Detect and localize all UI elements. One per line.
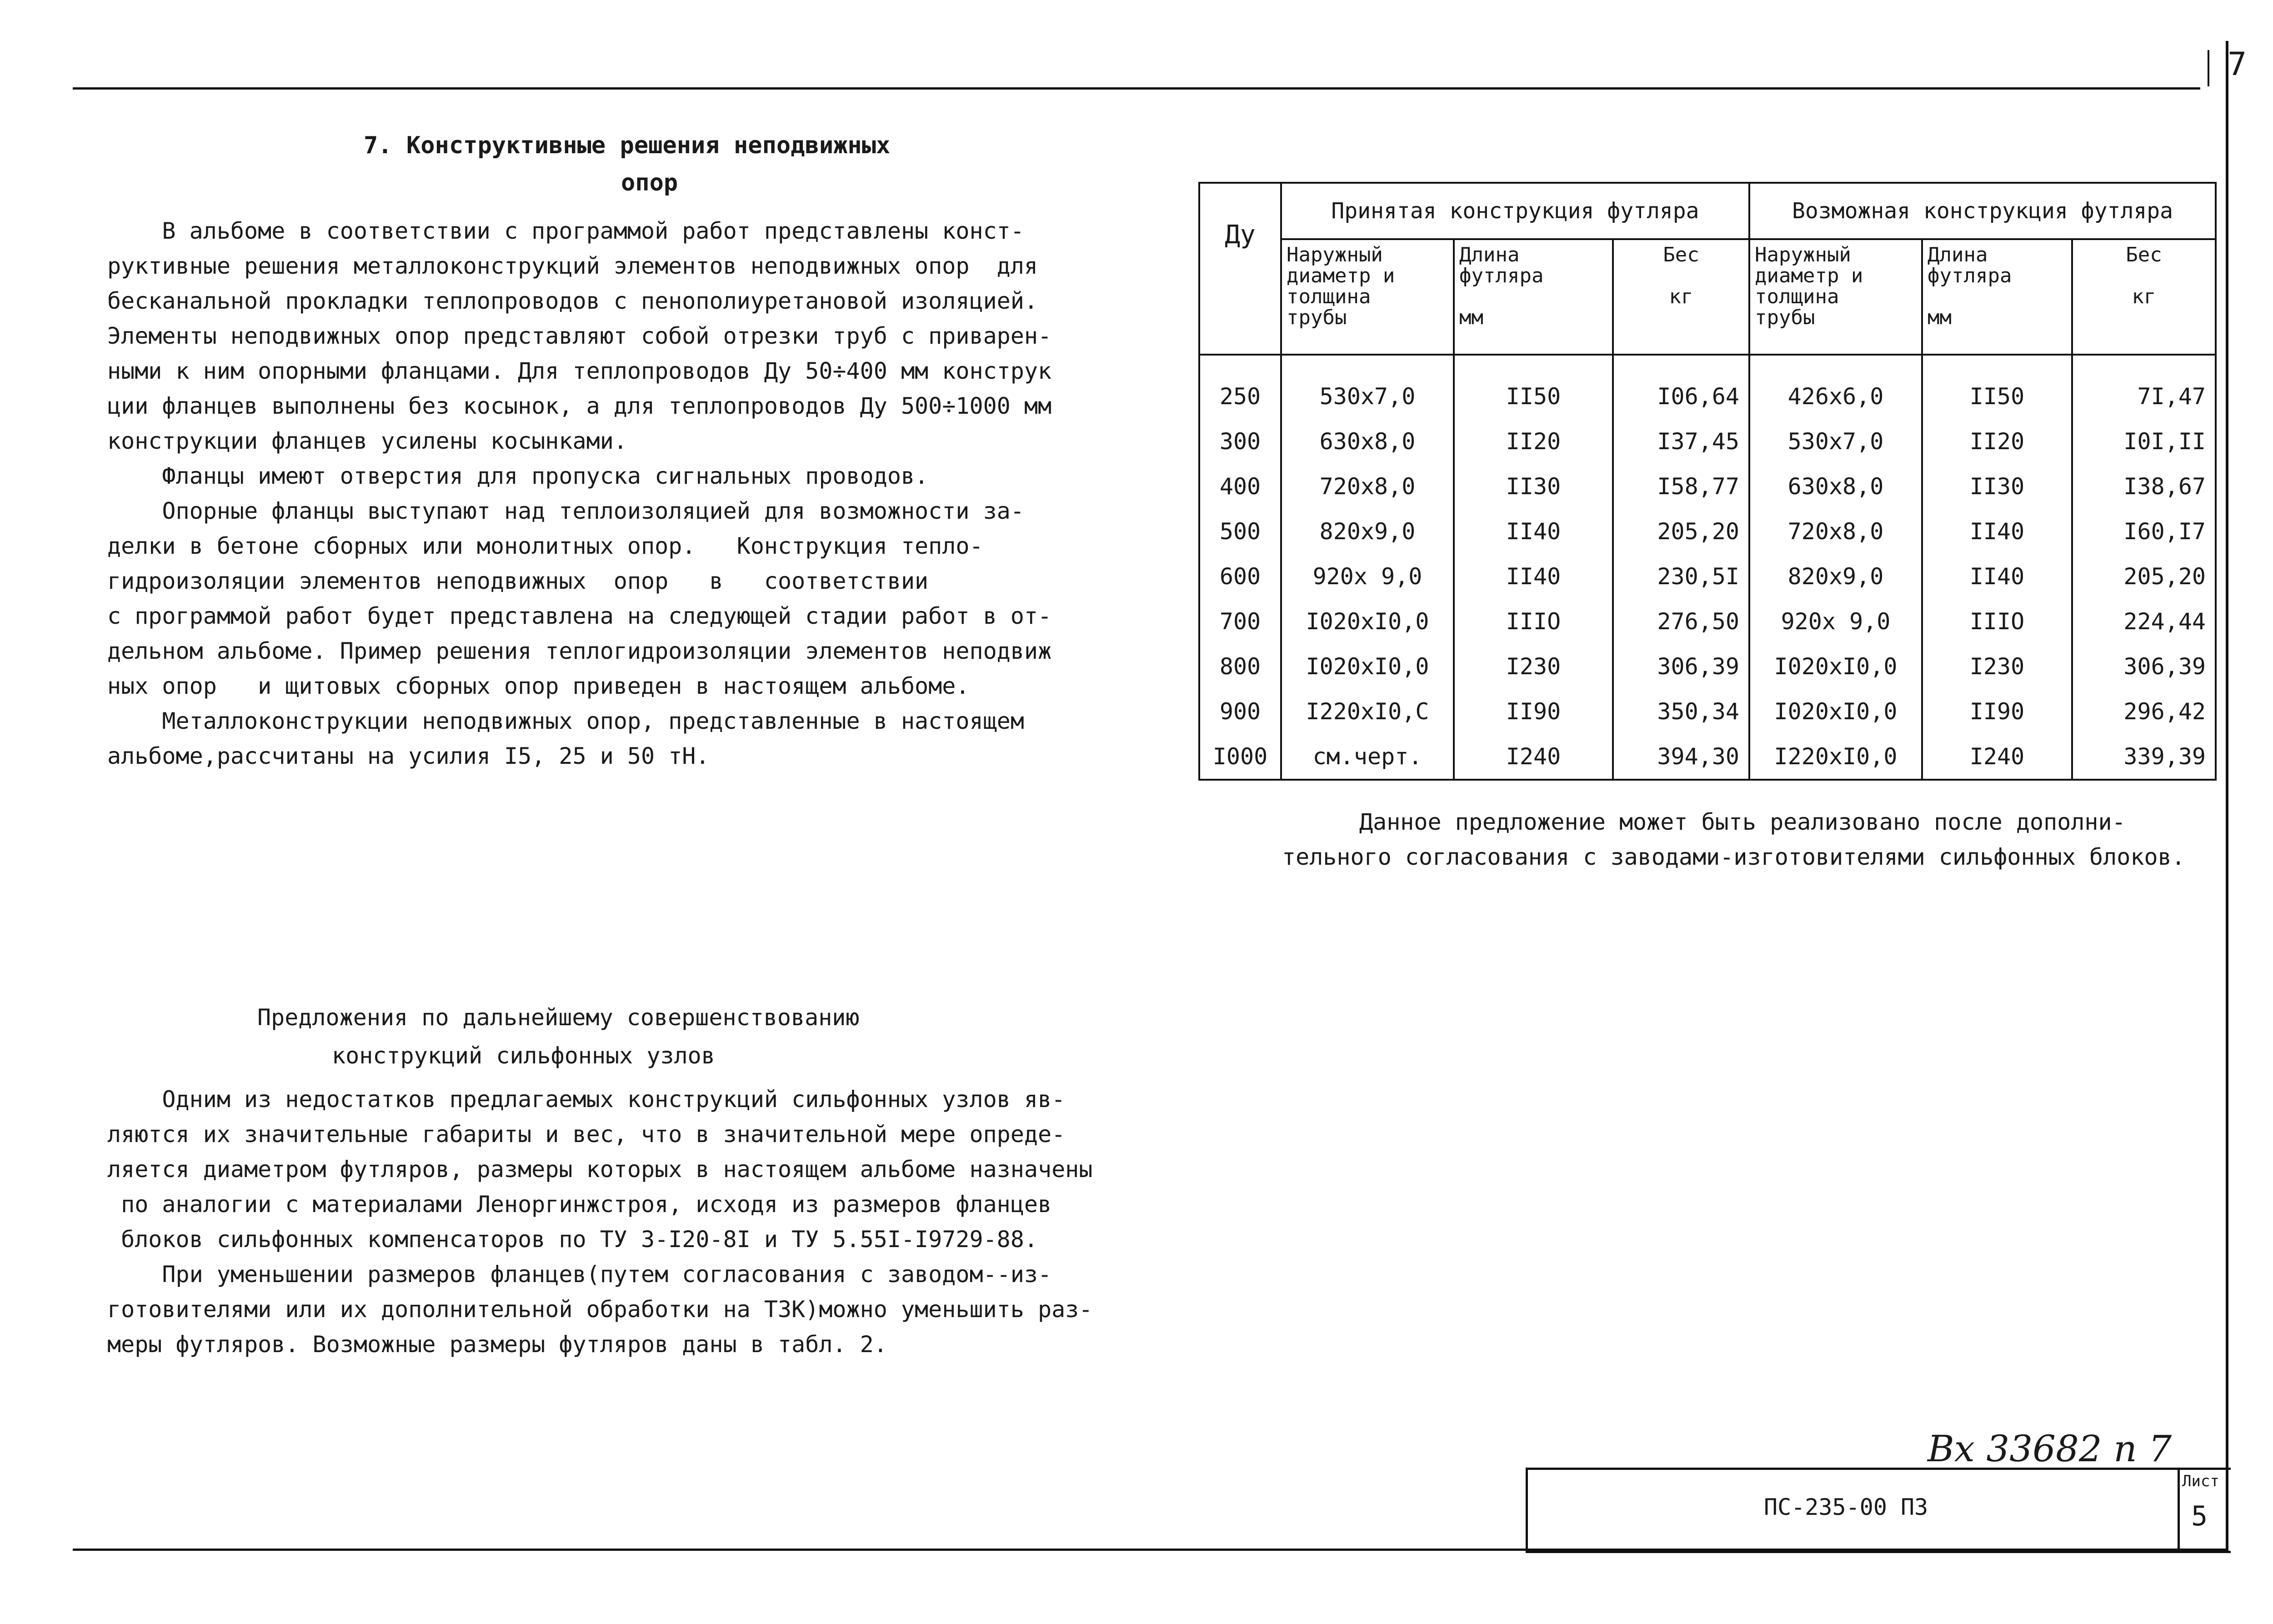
corner-tick: [2208, 50, 2209, 86]
possible-diam-cell: I020xI0,0: [1749, 689, 1922, 734]
table-row: [1199, 464, 2216, 509]
possible-weight-cell: 205,20: [2072, 554, 2216, 599]
accepted-diam-cell: I020xI0,0: [1281, 599, 1454, 644]
accepted-weight-cell: 276,50: [1613, 599, 1749, 644]
note-line2: тельного согласования с заводами-изготовителями сильфонных блоков.: [1282, 844, 2185, 870]
possible-weight-cell: 224,44: [2072, 599, 2216, 644]
section7-line: гидроизоляции элементов неподвижных опор в соответствии: [107, 568, 929, 594]
section7-line: Металлоконструкции неподвижных опор, представленные в настоящем: [107, 708, 1024, 734]
section7-line: Опорные фланцы выступают над теплоизоляцией для возможности за-: [107, 498, 1024, 524]
section7-line: с программой работ будет представлена на следующей стадии работ в от-: [107, 603, 1052, 629]
possible-len-cell: II40: [1922, 554, 2072, 599]
accepted-len-cell: I240: [1454, 734, 1613, 780]
possible-weight-cell: 296,42: [2072, 689, 2216, 734]
possible-len-cell: II20: [1922, 419, 2072, 464]
table-row: [1199, 689, 2216, 734]
note-line1: Данное предложение может быть реализовано после дополни-: [1359, 809, 2126, 835]
document-code: ПС-235-00 ПЗ: [1764, 1494, 1928, 1520]
possible-diam-cell: 920x 9,0: [1749, 599, 1922, 644]
possible-weight-cell: 7I,47: [2072, 355, 2216, 419]
accepted-len-cell: II20: [1454, 419, 1613, 464]
du-cell: 700: [1199, 599, 1281, 644]
du-cell: 900: [1199, 689, 1281, 734]
accepted-diam-cell: 920x 9,0: [1281, 554, 1454, 599]
accepted-len-cell: IIIO: [1454, 599, 1613, 644]
proposals-line: ляется диаметром футляров, размеры которых в настоящем альбоме назначены: [107, 1156, 1093, 1183]
sheet-number: 5: [2191, 1500, 2208, 1532]
accepted-len-header: Длина футляра мм: [1454, 239, 1613, 355]
possible-len-cell: I240: [1922, 734, 2072, 780]
du-cell: 300: [1199, 419, 1281, 464]
accepted-len-cell: II30: [1454, 464, 1613, 509]
section7-line: ции фланцев выполнены без косынок, а для теплопроводов Ду 500÷1000 мм: [107, 393, 1052, 419]
possible-weight-header: Бес кг: [2072, 239, 2216, 355]
section7-line: Фланцы имеют отверстия для пропуска сигнальных проводов.: [107, 463, 929, 489]
accepted-diam-cell: см.черт.: [1281, 734, 1454, 780]
section7-body: [107, 214, 1207, 774]
accepted-len-cell: II50: [1454, 355, 1613, 419]
possible-len-cell: II30: [1922, 464, 2072, 509]
accepted-len-cell: I230: [1454, 644, 1613, 689]
possible-diam-cell: 530x7,0: [1749, 419, 1922, 464]
accepted-diam-cell: I020xI0,0: [1281, 644, 1454, 689]
section7-line: делки в бетоне сборных или монолитных опор. Конструкция тепло-: [107, 533, 983, 559]
table-row: [1199, 355, 2216, 419]
section7-title-line2: опор: [621, 169, 678, 196]
possible-diam-cell: I220xI0,0: [1749, 734, 1922, 780]
proposals-line: меры футляров. Возможные размеры футляров даны в табл. 2.: [107, 1331, 887, 1358]
accepted-weight-cell: 230,5I: [1613, 554, 1749, 599]
du-cell: 800: [1199, 644, 1281, 689]
right-border: [2226, 41, 2228, 1550]
table-row: [1199, 509, 2216, 554]
section7-line: В альбоме в соответствии с программой работ представлены конст-: [107, 218, 1024, 244]
possible-len-cell: I230: [1922, 644, 2072, 689]
accepted-len-cell: II40: [1454, 554, 1613, 599]
accepted-weight-cell: I58,77: [1613, 464, 1749, 509]
proposals-body: [107, 1082, 1207, 1362]
possible-diam-cell: 720x8,0: [1749, 509, 1922, 554]
accepted-diam-cell: 630x8,0: [1281, 419, 1454, 464]
proposals-line: по аналогии с материалами Леноргинжстроя, исходя из размеров фланцев: [107, 1191, 1052, 1218]
proposals-title-line1: Предложения по дальнейшему совершенствованию: [257, 1004, 860, 1031]
accepted-diam-cell: I220xI0,C: [1281, 689, 1454, 734]
table-row: [1199, 554, 2216, 599]
du-cell: 250: [1199, 355, 1281, 419]
table-row: [1199, 599, 2216, 644]
section7-line: дельном альбоме. Пример решения теплогидроизоляции элементов неподвиж: [107, 638, 1052, 664]
accepted-weight-cell: I37,45: [1613, 419, 1749, 464]
du-cell: 600: [1199, 554, 1281, 599]
sheet-label: Лист: [2182, 1472, 2219, 1490]
possible-group-header: Возможная конструкция футляра: [1749, 183, 2216, 239]
accepted-len-cell: II90: [1454, 689, 1613, 734]
possible-diam-cell: I020xI0,0: [1749, 644, 1922, 689]
accepted-weight-cell: 205,20: [1613, 509, 1749, 554]
section7-line: Элементы неподвижных опор представляют собой отрезки труб с приварен-: [107, 323, 1052, 349]
possible-weight-cell: I60,I7: [2072, 509, 2216, 554]
accepted-weight-cell: I06,64: [1613, 355, 1749, 419]
possible-len-header: Длина футляра мм: [1922, 239, 2072, 355]
accepted-weight-header: Бес кг: [1613, 239, 1749, 355]
accepted-weight-cell: 306,39: [1613, 644, 1749, 689]
proposals-line: блоков сильфонных компенсаторов по ТУ 3-I20-8I и ТУ 5.55I-I9729-88.: [107, 1226, 1038, 1253]
case-dimensions-table: [1198, 182, 2215, 777]
possible-len-cell: II50: [1922, 355, 2072, 419]
accepted-diam-cell: 530x7,0: [1281, 355, 1454, 419]
du-header: Ду: [1199, 183, 1281, 355]
du-cell: 500: [1199, 509, 1281, 554]
accepted-len-cell: II40: [1454, 509, 1613, 554]
possible-diam-cell: 630x8,0: [1749, 464, 1922, 509]
proposals-title-line2: конструкций сильфонных узлов: [332, 1043, 715, 1069]
accepted-diam-cell: 820x9,0: [1281, 509, 1454, 554]
possible-diam-header: Наружный диаметр и толщина трубы: [1749, 239, 1922, 355]
table-row: [1199, 419, 2216, 464]
top-rule: [73, 87, 2200, 90]
table-note: [1282, 805, 2237, 875]
section7-line: руктивные решения металлоконструкций элементов неподвижных опор для: [107, 253, 1038, 279]
possible-weight-cell: I0I,II: [2072, 419, 2216, 464]
possible-len-cell: IIIO: [1922, 599, 2072, 644]
proposals-line: При уменьшении размеров фланцев(путем согласования с заводом--из-: [107, 1261, 1052, 1288]
section7-line: конструкции фланцев усилены косынками.: [107, 428, 627, 454]
proposals-line: готовителями или их дополнительной обработки на ТЗК)можно уменьшить раз-: [107, 1296, 1093, 1323]
section7-line: бесканальной прокладки теплопроводов с пенополиуретановой изоляцией.: [107, 288, 1038, 314]
proposals-line: Одним из недостатков предлагаемых конструкций сильфонных узлов яв-: [107, 1086, 1066, 1113]
possible-diam-cell: 820x9,0: [1749, 554, 1922, 599]
handwritten-registration: Вх 33682 п 7: [1928, 1428, 2172, 1470]
possible-len-cell: II40: [1922, 509, 2072, 554]
accepted-diam-header: Наружный диаметр и толщина трубы: [1281, 239, 1454, 355]
table-row: [1199, 734, 2216, 780]
accepted-weight-cell: 394,30: [1613, 734, 1749, 780]
accepted-group-header: Принятая конструкция футляра: [1281, 183, 1749, 239]
possible-weight-cell: 339,39: [2072, 734, 2216, 780]
accepted-diam-cell: 720x8,0: [1281, 464, 1454, 509]
proposals-line: ляются их значительные габариты и вес, что в значительной мере опреде-: [107, 1121, 1066, 1148]
page-mark: 7: [2228, 45, 2247, 83]
section7-line: альбоме,рассчитаны на усилия I5, 25 и 50 тН.: [107, 743, 710, 769]
possible-weight-cell: I38,67: [2072, 464, 2216, 509]
section7-title-line1: 7. Конструктивные решения неподвижных: [364, 132, 891, 159]
du-cell: 400: [1199, 464, 1281, 509]
possible-weight-cell: 306,39: [2072, 644, 2216, 689]
table-row: [1199, 644, 2216, 689]
section7-line: ными к ним опорными фланцами. Для теплопроводов Ду 50÷400 мм конструк: [107, 358, 1052, 384]
possible-len-cell: II90: [1922, 689, 2072, 734]
du-cell: I000: [1199, 734, 1281, 780]
possible-diam-cell: 426x6,0: [1749, 355, 1922, 419]
accepted-weight-cell: 350,34: [1613, 689, 1749, 734]
section7-line: ных опор и щитовых сборных опор приведен в настоящем альбоме.: [107, 673, 970, 699]
